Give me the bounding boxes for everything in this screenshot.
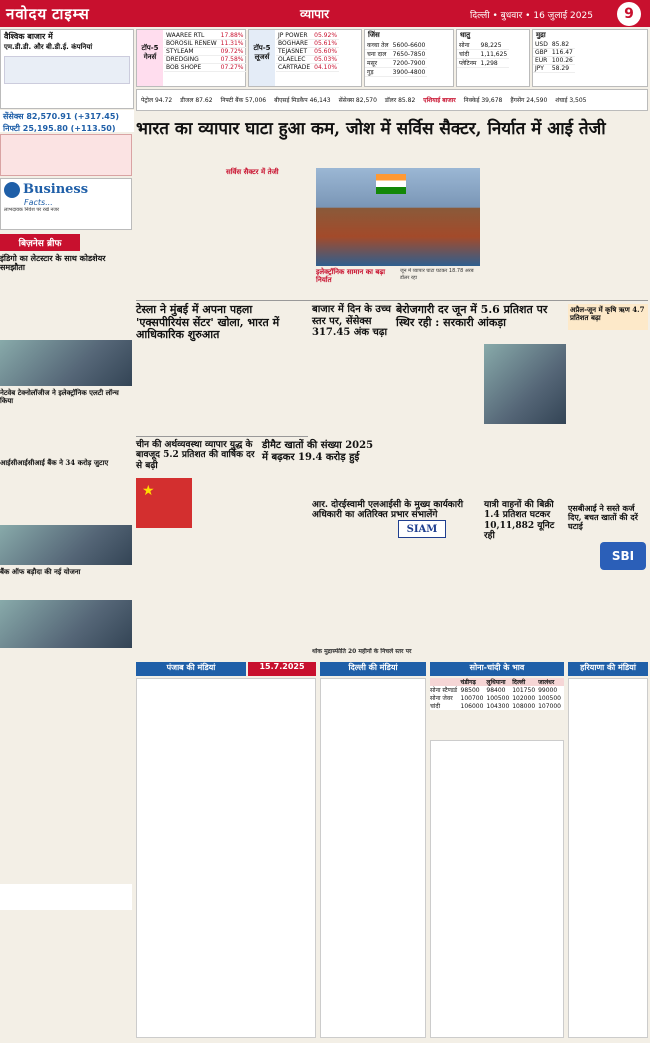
ticker-item: बीएसई मिडकैप 46,143 [274, 97, 331, 104]
brief-headline-1: इंडिगो का लेटस्टार के साथ कोडशेयर समझौता [0, 253, 106, 273]
gold-mandi-list [430, 740, 564, 1038]
demat-headline: डीमैट खातों की संख्या 2025 में बढ़कर 19.4 करोड़ हुई [262, 440, 374, 463]
tesla-body-1 [136, 344, 220, 434]
metals-panel [456, 29, 530, 87]
losers-label: टॉप-5 लूजर्स [249, 30, 275, 86]
table-row: STYLEAM 09.72% [166, 48, 244, 55]
lic-body [396, 540, 482, 646]
brief-photo-2 [0, 525, 132, 565]
brief-headline-3: आईसीआईसीआई बैंक ने 34 करोड़ जुटाए [0, 458, 109, 468]
table-row: OLAELEC 05.03% [278, 56, 338, 63]
losers-table [276, 32, 339, 72]
star-icon: ★ [142, 483, 155, 499]
sbi-body [568, 574, 648, 646]
left-lower-body [0, 680, 132, 880]
business-line: लाभदायक निवेश पर रखें नजर [4, 207, 60, 213]
table-row: गुड़ 3900-4800 [367, 68, 426, 76]
brief-headline-2: नेटवेब टेक्नोलॉजीज ने इलेक्ट्रॉनिक एलटी लॉन्च किया [0, 388, 119, 406]
brief-body-3 [0, 468, 132, 522]
bob-photo [0, 600, 132, 648]
business-facts-box [0, 178, 132, 230]
brief-body-2 [0, 405, 132, 459]
mandi-date: 15.7.2025 [248, 662, 316, 676]
market-title: वैश्विक बाजार में [4, 31, 53, 41]
gold-silver-table [430, 678, 564, 710]
gold-silver-title: सोना-चांदी के भाव [430, 662, 564, 676]
gainers-label: टॉप-5 गेनर्स [137, 30, 163, 86]
agri-credit-box [568, 304, 648, 330]
table-row: सोना स्टैण्डर्ड 98500 98400 101750 99000 [430, 686, 558, 694]
unemployment-headline: बेरोजगारी दर जून में 5.6 प्रतिशत पर स्थिर रही : सरकारी आंकड़ा [396, 303, 548, 329]
brief-headline-4: बैंक ऑफ बड़ौदा की नई योजना [0, 566, 81, 576]
table-row: GBP 116.47 [535, 49, 573, 56]
lead-subhead-2: इलेक्ट्रॉनिक सामान का बढ़ा निर्यात [316, 267, 386, 285]
currency-label: मुद्रा [536, 31, 546, 39]
delhi-mandi-list [320, 678, 426, 1038]
ticker-item: हैंगसेंग 24,590 [510, 97, 548, 104]
punjab-mandi-title: पंजाब की मंडियां [136, 662, 246, 676]
table-row: CARTRADE 04.10% [278, 64, 338, 71]
metals-label: धातु [460, 31, 471, 39]
table-row: प्लेटिनम 1,298 [457, 59, 509, 68]
siam-logo: SIAM [398, 520, 446, 538]
lead-body-col-1 [136, 168, 224, 298]
date-line: दिल्ली • बुधवार • 16 जुलाई 2025 [470, 11, 593, 21]
metals-table [457, 41, 509, 68]
section-title: व्यापार [300, 7, 330, 21]
market-summary [0, 29, 134, 109]
ticker-item: पेट्रोल 94.72 [141, 97, 173, 104]
brief-title: बिज़नेस ब्रीफ [0, 234, 80, 251]
gainers-table [164, 32, 246, 72]
ticker-item: एशियाई बाजार [423, 97, 456, 104]
table-row: TEJASNET 05.60% [278, 48, 338, 55]
vehicle-sales-headline: यात्री वाहनों की बिक्री 1.4 प्रतिशत घटकर 10,11,882 यूनिट रही [484, 500, 555, 542]
left-bottom-headline-box [0, 884, 132, 910]
haryana-mandi-title: हरियाणा की मंडियां [568, 662, 648, 676]
wpi-headline: थोक मुद्रास्फीति 20 महीनों के निचले स्तर पर [312, 648, 412, 655]
nifty-value: निफ्टी 25,195.80 (+113.50) [3, 124, 116, 133]
lic-headline: आर. दोरईस्वामी एलआईसी के मुख्य कार्यकारी अधिकारी का अतिरिक्त प्रभार संभालेंगे [312, 500, 464, 521]
market-story-body [312, 346, 392, 496]
lead-body-col-4 [564, 168, 648, 298]
table-row: BOGHARE 05.61% [278, 40, 338, 47]
sbi-logo: SBI [600, 542, 646, 570]
lead-body-col-2 [226, 168, 314, 294]
business-title: Business [23, 181, 89, 197]
table-row: JPY 58.29 [533, 65, 575, 73]
agri-credit-headline: अप्रैल-जून में कृषि ऋण 4.7 प्रतिशत बढ़ा [570, 305, 645, 323]
currency-panel [532, 29, 648, 87]
tesla-headline: टेस्ला ने मुंबई में अपना पहला 'एक्सपीरियंस सेंटर' खोला, भारत में आधिकारिक शुरुआत [136, 303, 280, 342]
left-bottom-body [0, 912, 132, 1038]
table-row: सोना 98,225 [457, 41, 509, 50]
business-icon [4, 182, 20, 198]
table-row: सोना जेवर 100700 100500 102000 100500 [430, 694, 561, 702]
commodity-label: जिंस [368, 31, 380, 39]
delhi-mandi-title: दिल्ली की मंडियां [320, 662, 426, 676]
market-subtitle: एम.डी.डी. और बी.डी.ई. कंपनियां [4, 43, 93, 52]
index-panel [4, 56, 130, 84]
left-column [0, 134, 132, 654]
table-row: मसूर 7200-7900 [367, 59, 426, 67]
brief-body-1 [0, 275, 132, 337]
lead-photo-containers [316, 168, 480, 266]
ticker-item: शंघाई 3,505 [555, 97, 587, 104]
punjab-mandi-list [136, 678, 316, 1038]
table-row: BOB SHOPE 07.27% [166, 64, 244, 71]
newspaper-brand: नवोदय टाइम्स [6, 7, 90, 23]
commodity-panel [364, 29, 454, 87]
china-flag-photo [136, 478, 192, 528]
haryana-mandi-list [568, 678, 648, 1038]
table-row: चांदी 106000 104300 108000 107000 [430, 702, 561, 710]
divider [136, 300, 648, 301]
lead-headline: भारत का व्यापार घाटा हुआ कम, जोश में सर्विस सैक्टर, निर्यात में आई तेजी [136, 119, 606, 139]
top-losers-panel [248, 29, 362, 87]
index-strip [0, 110, 134, 132]
market-story-headline: बाजार में दिन के उच्च स्तर पर, सेंसेक्स 317.45 अंक चढ़ा [312, 304, 392, 338]
table-row: चना दाल 7650-7850 [367, 50, 426, 58]
table-row: कच्चा तेल 5600-6600 [367, 41, 426, 49]
unemployment-body-1 [396, 344, 482, 494]
lead-body-text [226, 178, 314, 294]
china-headline: चीन की अर्थव्यवस्था व्यापार युद्ध के बावजूद 5.2 प्रतिशत की वार्षिक दर से बढ़ी [136, 440, 255, 471]
masthead [0, 0, 650, 27]
china-body [196, 478, 308, 646]
page-number: 9 [617, 2, 641, 26]
top-gainers-panel [136, 29, 246, 87]
lead-body-col-3 [482, 168, 562, 298]
tesla-body-2 [222, 344, 308, 434]
ticker-item: डॉलर 85.82 [384, 97, 416, 104]
table-row: चंडीगढ़ लुधियाना दिल्ली जालंधर [430, 678, 564, 686]
unemployment-body-2 [484, 426, 566, 494]
table-row: JP POWER 05.92% [278, 32, 338, 39]
table-row: DREDGING 07.58% [166, 56, 244, 63]
table-row: BOROSIL RENEW 11.31% [166, 40, 244, 47]
ticker-item: निक्केई 39,678 [463, 97, 503, 104]
business-subtitle: Facts... [24, 198, 53, 207]
ticker-item: डीजल 87.62 [180, 97, 213, 104]
agri-credit-body [568, 332, 648, 502]
table-row: चांदी 1,11,625 [459, 50, 508, 58]
currency-table [533, 41, 575, 73]
table-row: EUR 100.26 [535, 57, 573, 64]
ticker-item: निफ्टी बैंक 57,006 [220, 97, 267, 104]
lead-photo-caption: जून में व्यापार घाटा घटकर 18.78 अरब डॉलर रहा [400, 268, 474, 281]
ticker-item: सेंसेक्स 82,570 [338, 97, 377, 104]
brief-photo [0, 340, 132, 386]
india-flag-icon [376, 174, 406, 194]
table-row: USD 85.82 [533, 41, 575, 49]
left-promo-box [0, 134, 132, 176]
sbi-headline: एसबीआई ने सस्ते कर्ज दिए, बचत खातों की दरें घटाई [568, 503, 638, 532]
divider [136, 436, 308, 437]
vehicle-sales-body [484, 548, 566, 646]
lead-subhead: सर्विस सैक्टर में तेजी [226, 167, 279, 176]
table-row: WAAREE RTL 17.88% [166, 32, 244, 39]
unemployment-photo [484, 344, 566, 424]
sensex-value: सेंसेक्स 82,570.91 (+317.45) [3, 112, 120, 121]
commodity-table [365, 41, 427, 77]
ticker-strip [136, 89, 648, 111]
